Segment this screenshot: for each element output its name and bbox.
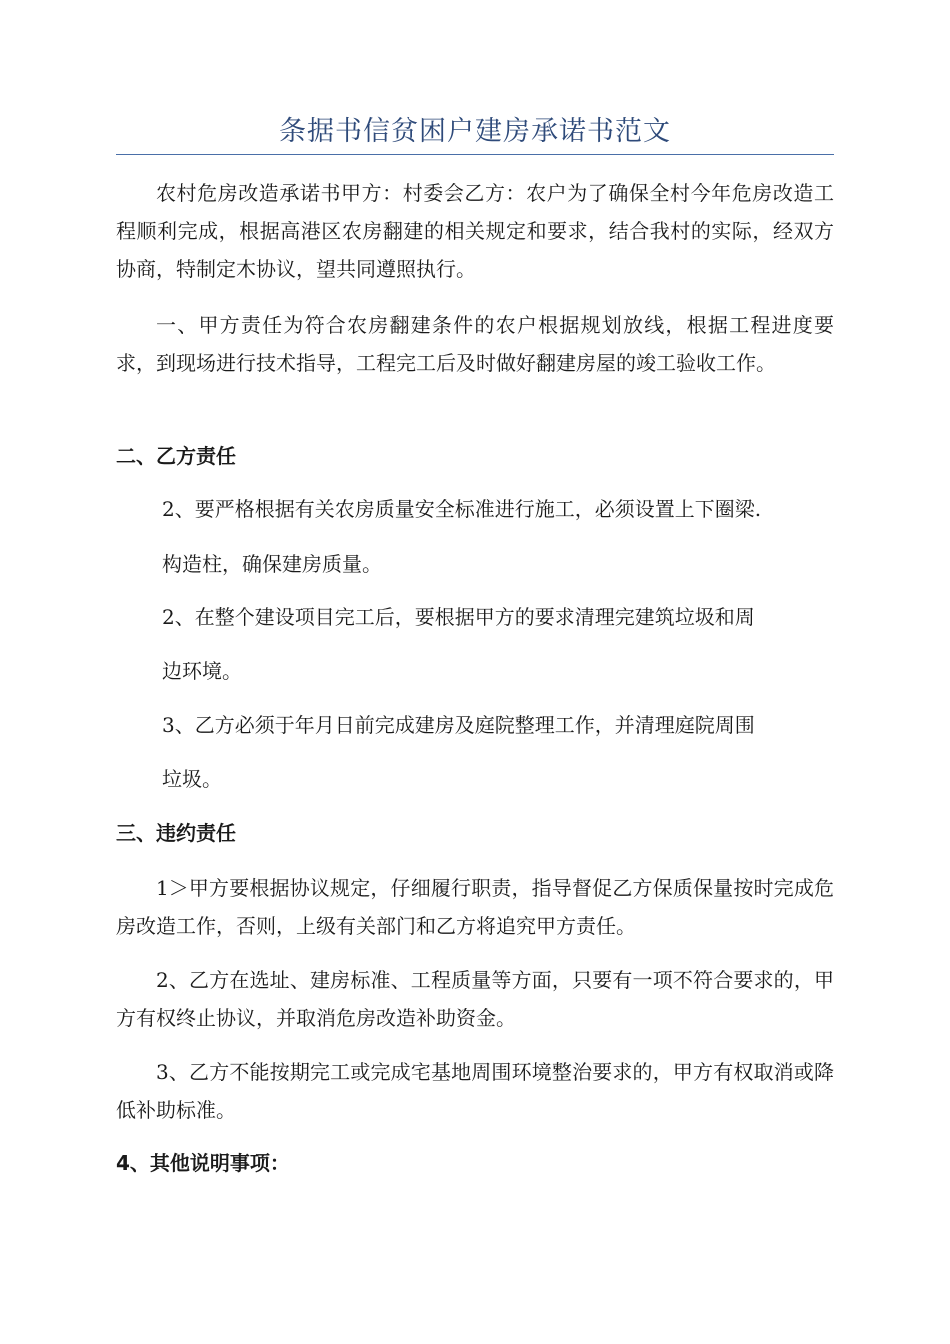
section3-item2-paragraph: 2、乙方在选址、建房标准、工程质量等方面，只要有一项不符合要求的，甲方有权终止协议，并取消危房改造补助资金。	[116, 968, 834, 1030]
section2-item2-line2: 边环境。	[162, 659, 242, 683]
section3-item1-paragraph: 1＞甲方要根据协议规定，仔细履行职责，指导督促乙方保质保量按时完成危房改造工作，否则，上级有关部门和乙方将追究甲方责任。	[116, 876, 834, 938]
section2-item3-line2: 垃圾。	[162, 767, 222, 791]
section3-item3-paragraph: 3、乙方不能按期完工或完成宅基地周围环境整治要求的，甲方有权取消或降低补助标准。	[116, 1060, 834, 1122]
section2-item2-line1: 2、在整个建设项目完工后，要根据甲方的要求清理完建筑垃圾和周	[162, 605, 755, 629]
section2-item1-line2: 构造柱，确保建房质量。	[162, 552, 382, 576]
section2-item1-line1: 2、要严格根据有关农房质量安全标准进行施工，必须设置上下圈梁.	[162, 497, 762, 521]
section3-heading: 三、违约责任	[116, 821, 236, 845]
title-underline	[116, 154, 834, 155]
section4-heading: 4、其他说明事项：	[116, 1151, 290, 1175]
document-title: 条据书信贫困户建房承诺书范文	[279, 116, 671, 147]
section2-item3-line1: 3、乙方必须于年月日前完成建房及庭院整理工作，并清理庭院周围	[162, 713, 755, 737]
section2-heading: 二、乙方责任	[116, 444, 236, 468]
section1-paragraph: 一、甲方责任为符合农房翻建条件的农户根据规划放线，根据工程进度要求，到现场进行技术指导，工程完工后及时做好翻建房屋的竣工验收工作。	[116, 313, 834, 375]
intro-paragraph: 农村危房改造承诺书甲方：村委会乙方：农户为了确保全村今年危房改造工程顺利完成，根据高港区农房翻建的相关规定和要求，结合我村的实际，经双方协商，特制定木协议，望共同遵照执行。	[116, 181, 834, 281]
